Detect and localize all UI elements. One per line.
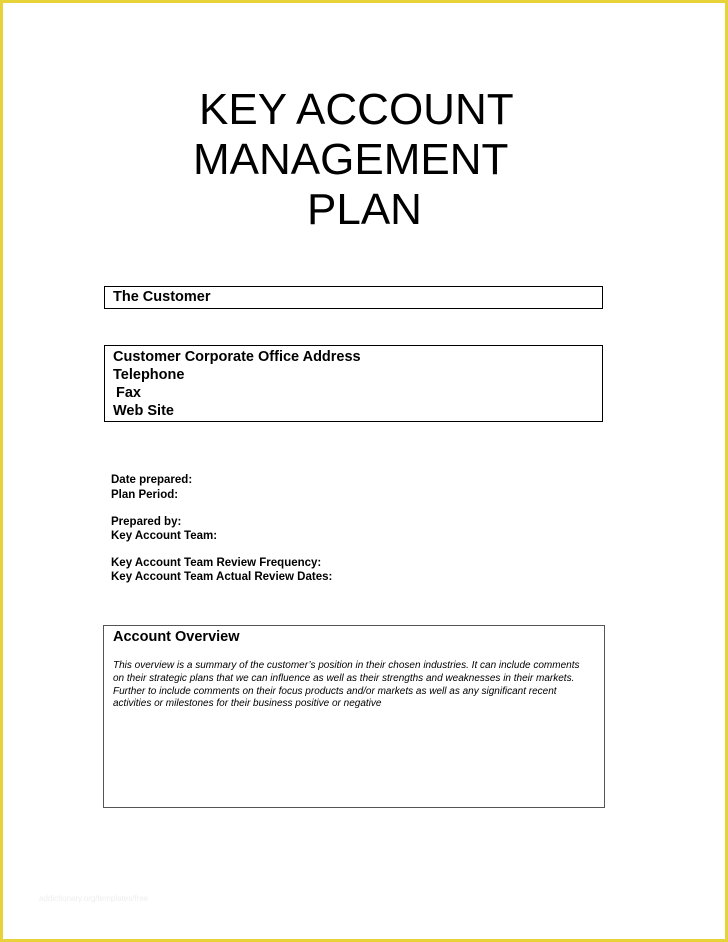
account-overview-text: This overview is a summary of the customer’s position in their chosen industries. It can include comments on their strategic plans that we can influence as well as their strengths and weaknesses in their markets. Further to include comments on their focus products and/or markets as well as any significant recent activities or milestones for their business positive or negative: [113, 660, 580, 710]
account-overview-box: [103, 625, 605, 808]
website-label: Web Site: [113, 403, 174, 419]
customer-label: The Customer: [113, 289, 211, 305]
key-account-team-label: Key Account Team:: [111, 530, 218, 542]
review-frequency-label: Key Account Team Review Frequency:: [111, 557, 322, 569]
document-title: [183, 85, 543, 235]
prepared-by-label: Prepared by:: [111, 516, 182, 528]
watermark: addictionary.org/templates/free: [39, 894, 149, 903]
contact-box: [104, 345, 603, 422]
title-line-3: PLAN: [307, 185, 422, 234]
address-label: Customer Corporate Office Address: [113, 349, 361, 365]
title-line-1: KEY ACCOUNT: [199, 85, 514, 134]
customer-box: [104, 286, 603, 309]
title-line-2: MANAGEMENT: [193, 135, 509, 184]
plan-period-label: Plan Period:: [111, 489, 179, 501]
account-overview-title: Account Overview: [113, 629, 240, 645]
date-prepared-label: Date prepared:: [111, 474, 193, 486]
telephone-label: Telephone: [113, 367, 185, 383]
fax-label: Fax: [116, 385, 141, 401]
actual-review-dates-label: Key Account Team Actual Review Dates:: [111, 571, 333, 583]
